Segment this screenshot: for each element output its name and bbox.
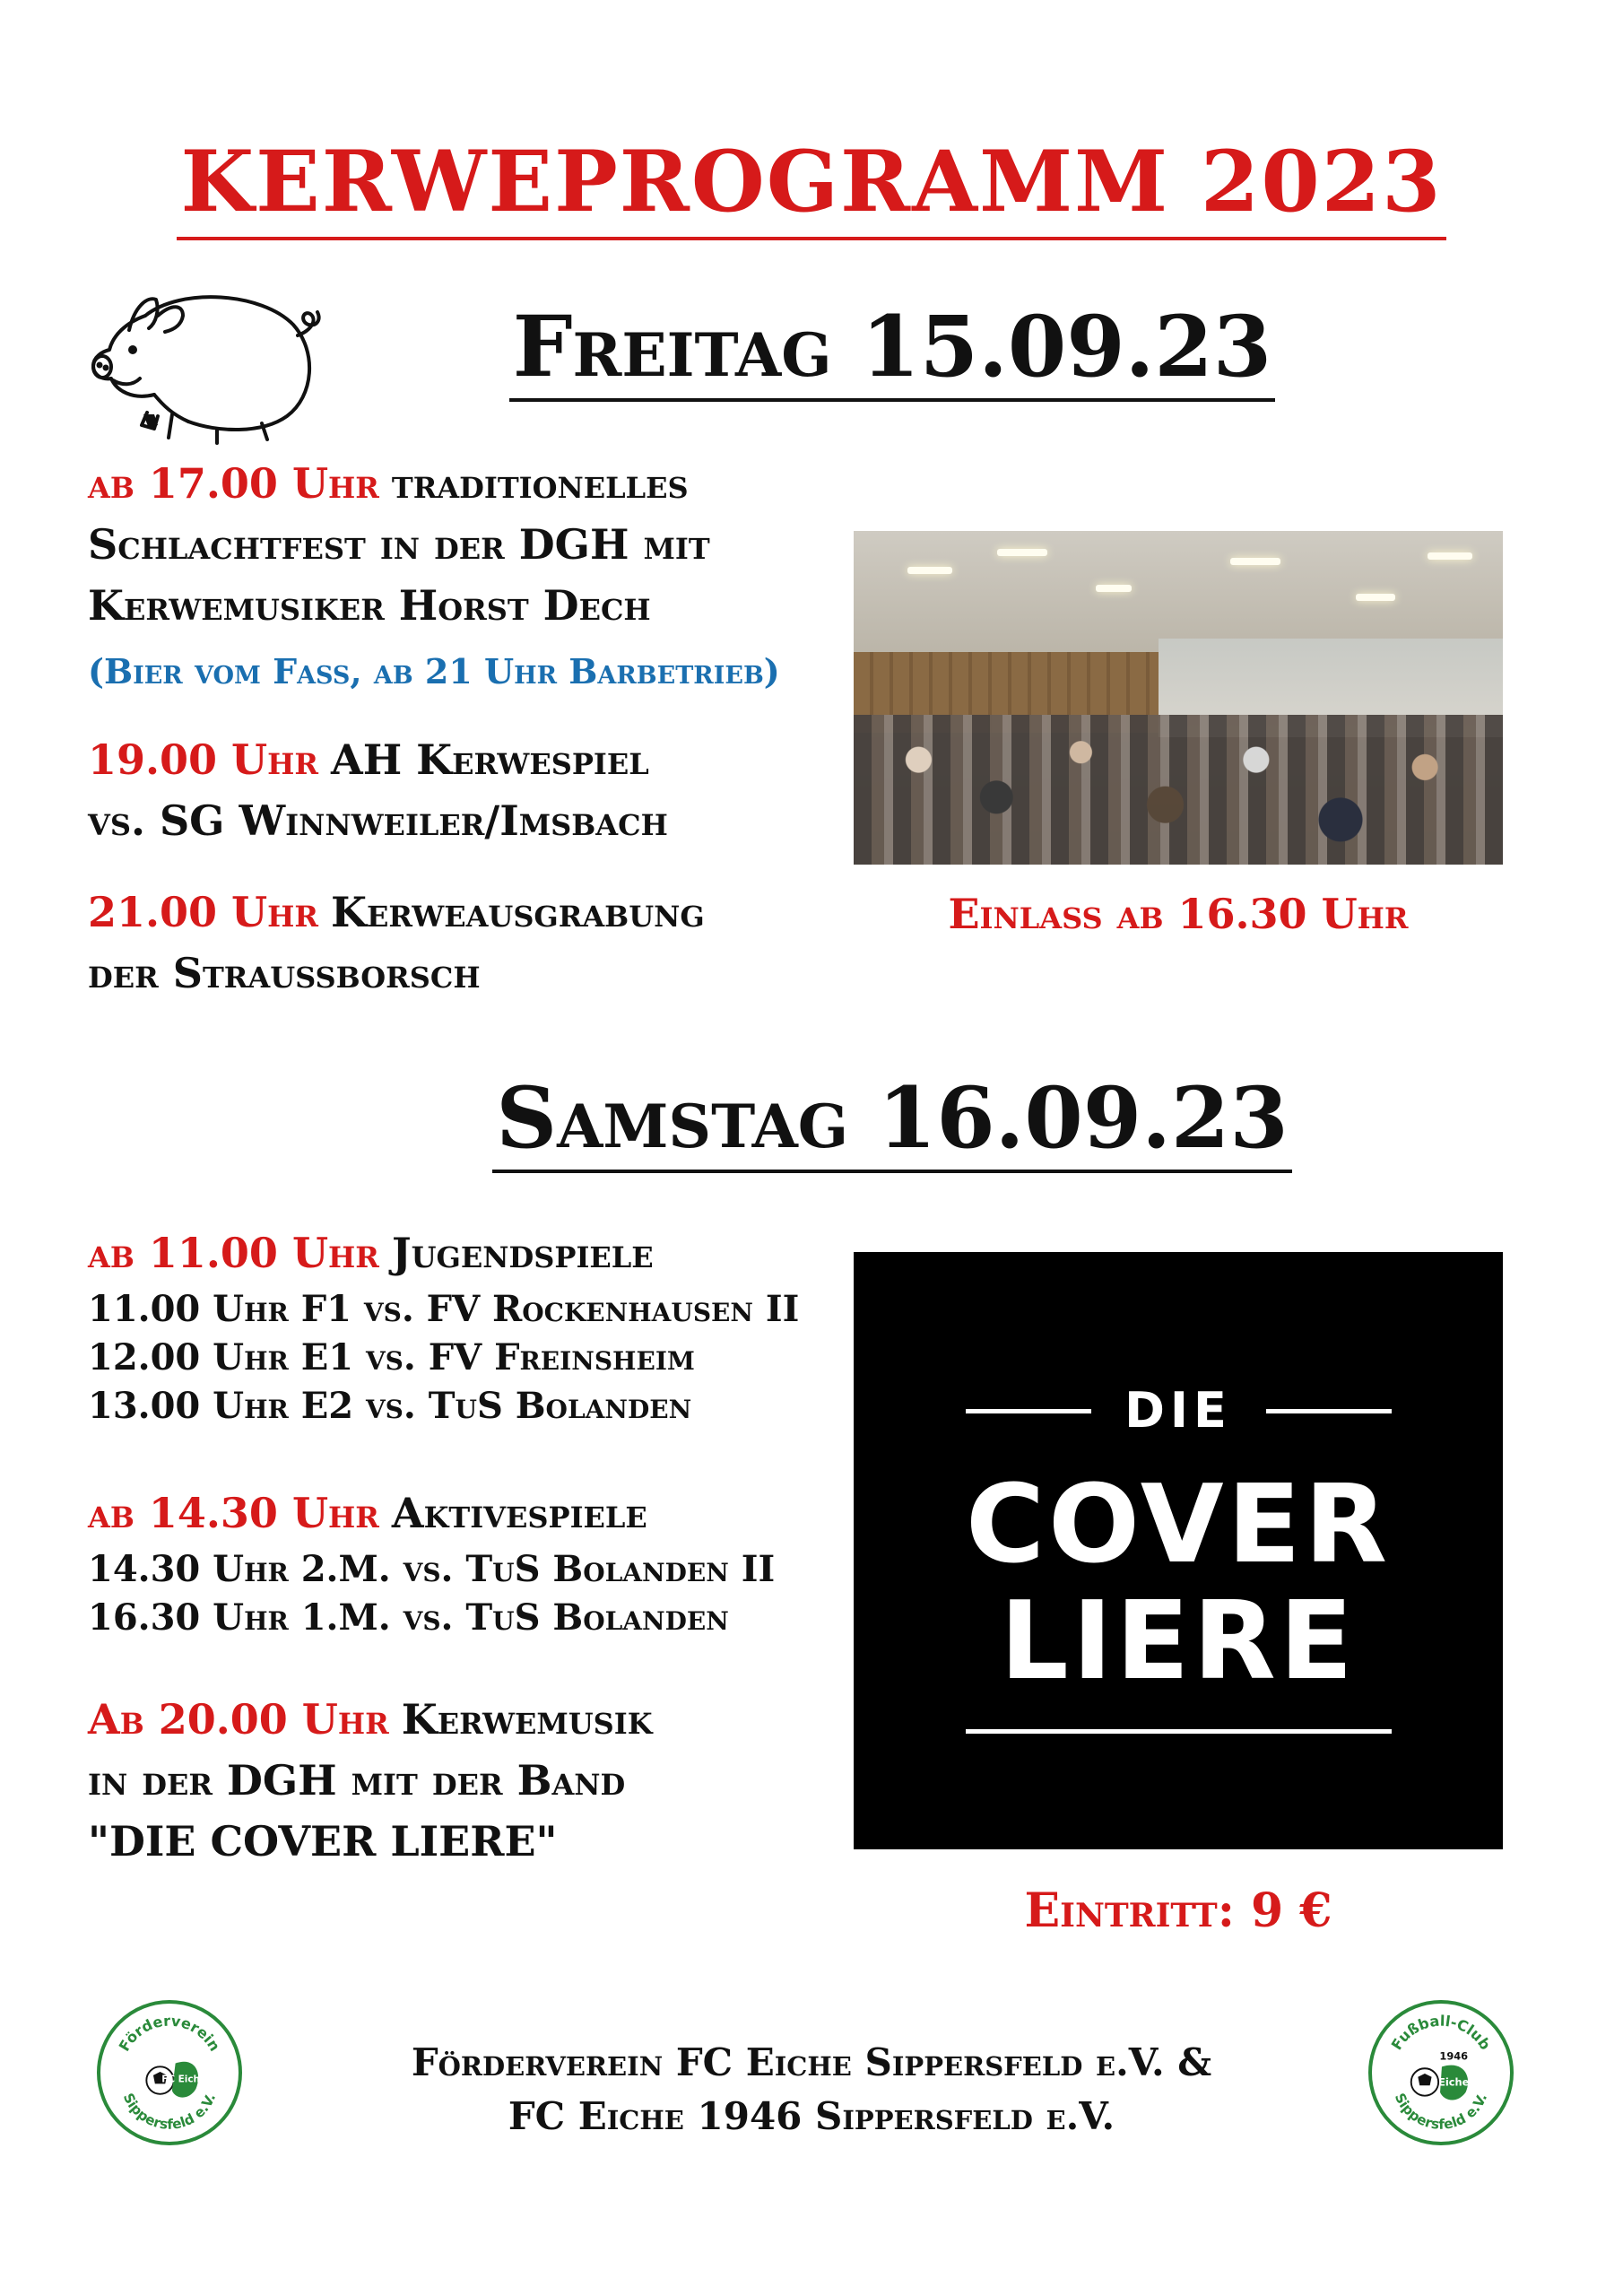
saturday-music-time: Ab 20.00 Uhr <box>88 1695 389 1744</box>
right-logo-top-text: Fußball-Club <box>1387 2012 1495 2054</box>
friday-event-1-line-1: ab 17.00 Uhr traditionelles <box>88 459 689 508</box>
friday-event-1-line-2: Schlachtfest in der DGH mit <box>88 520 710 569</box>
active-game-2: 16.30 Uhr 1.M. vs. TuS Bolanden <box>88 1596 729 1639</box>
page-title: KERWEPROGRAMM 2023 <box>0 133 1623 231</box>
saturday-youth-time: ab 11.00 Uhr <box>88 1229 379 1277</box>
saturday-active-time: ab 14.30 Uhr <box>88 1489 379 1537</box>
friday-event-3-line-1: 21.00 Uhr Kerweausgrabung <box>88 888 705 936</box>
friday-entry-time: Einlass ab 16.30 Uhr <box>948 890 1409 938</box>
friday-event-2-line-2: vs. SG Winnweiler/Imsbach <box>88 796 668 845</box>
right-logo-center-text: Eiche <box>1438 2075 1470 2089</box>
saturday-music-line-3: "DIE COVER LIERE" <box>88 1817 558 1866</box>
friday-heading: Freitag 15.09.23 <box>395 298 1390 396</box>
friday-event-1-note: (Bier vom Fass, ab 21 Uhr Barbetrieb) <box>88 651 780 691</box>
band-logo-top: DIE <box>1124 1382 1232 1439</box>
friday-event-1-line-3: Kerwemusiker Horst Dech <box>88 581 651 630</box>
hall-photo <box>854 531 1503 865</box>
friday-event-1-time: ab 17.00 Uhr <box>88 459 379 508</box>
footer-organizers <box>0 2036 1623 2144</box>
left-logo-center-text: FC Eiche <box>161 2074 207 2085</box>
saturday-active-line: ab 14.30 Uhr Aktivespiele <box>88 1489 647 1537</box>
footer-line-2: FC Eiche 1946 Sippersfeld e.V. <box>508 2094 1115 2138</box>
friday-event-3-line-2: der Straußborsch <box>88 949 481 997</box>
pig-icon <box>82 280 329 450</box>
saturday-heading: Samstag 16.09.23 <box>395 1069 1390 1168</box>
left-logo-top-text: Förderverein <box>115 2012 224 2055</box>
saturday-music-line-2: in der DGH mit der Band <box>88 1756 626 1805</box>
right-logo-year: 1946 <box>1439 2049 1469 2063</box>
left-logo-bottom-text: Sippersfeld e.V. <box>119 2091 220 2133</box>
active-game-1: 14.30 Uhr 2.M. vs. TuS Bolanden II <box>88 1548 776 1590</box>
youth-game-3: 13.00 Uhr E2 vs. TuS Bolanden <box>88 1385 692 1427</box>
admission-price: Eintritt: 9 € <box>1024 1883 1332 1938</box>
band-logo <box>854 1252 1503 1849</box>
friday-event-2-time: 19.00 Uhr <box>88 735 318 784</box>
youth-game-1: 11.00 Uhr F1 vs. FV Rockenhausen II <box>88 1288 800 1330</box>
band-logo-middle: COVER <box>965 1463 1392 1587</box>
right-logo-bottom-text: Sippersfeld e.V. <box>1391 2091 1491 2133</box>
youth-game-2: 12.00 Uhr E1 vs. FV Freinsheim <box>88 1336 695 1378</box>
band-logo-bottom: LIERE <box>1000 1579 1357 1704</box>
friday-event-2-line-1: 19.00 Uhr AH Kerwespiel <box>88 735 649 784</box>
friday-event-3-time: 21.00 Uhr <box>88 888 318 936</box>
saturday-youth-line: ab 11.00 Uhr Jugendspiele <box>88 1229 654 1277</box>
footer-line-1: Förderverein FC Eiche Sippersfeld e.V. & <box>411 2040 1212 2084</box>
saturday-music-line-1: Ab 20.00 Uhr Kerwemusik <box>88 1695 653 1744</box>
